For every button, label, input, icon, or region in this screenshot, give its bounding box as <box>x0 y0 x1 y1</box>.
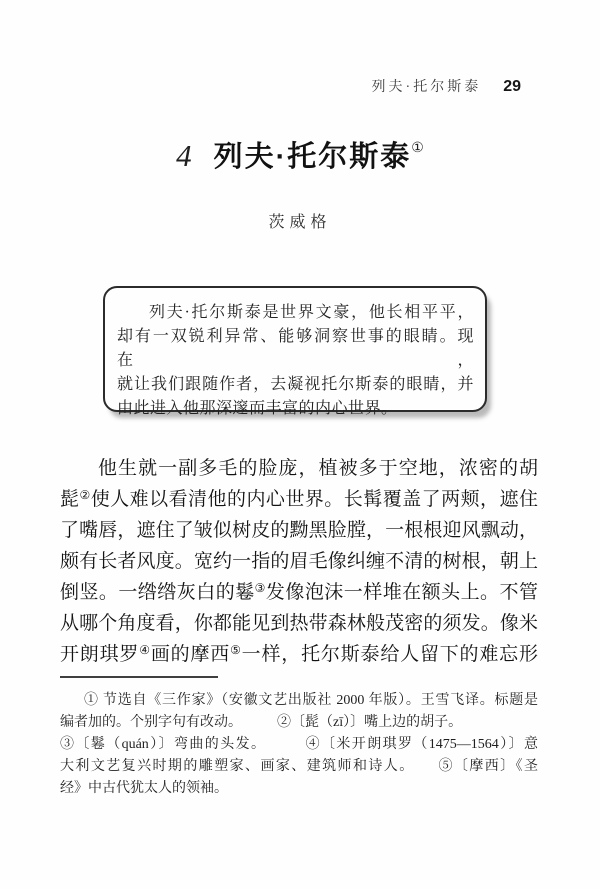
footnote-line: ① 节选自《三作家》（安徽文艺出版社 2000 年版）。王雪飞译。标题是 <box>84 693 538 708</box>
title-footnote-ref: ① <box>411 141 424 156</box>
lesson-title-text: 列夫·托尔斯泰 <box>213 141 412 173</box>
lesson-number: 4 <box>176 138 192 173</box>
intro-line: 就让我们跟随作者，去凝视托尔斯泰的眼睛，并 <box>117 376 474 393</box>
author-name: 茨威格 <box>268 214 332 231</box>
running-title: 列夫·托尔斯泰 <box>371 80 482 95</box>
intro-line: 列夫·托尔斯泰是世界文豪，他长相平平， <box>149 304 474 321</box>
body-line: 他生就一副多毛的脸庞，植被多于空地，浓密的胡 <box>98 458 538 479</box>
body-line: 倒竖。一绺绺灰白的鬈③发像泡沫一样堆在额头上。不管 <box>60 581 538 603</box>
intro-line: 由此进入他那深邃而丰富的内心世界。 <box>117 400 398 417</box>
body-line: 开朗琪罗④画的摩西⑤一样，托尔斯泰给人留下的难忘形 <box>60 643 538 665</box>
body-paragraph <box>60 453 538 670</box>
body-line: 颇有长者风度。宽约一指的眉毛像纠缠不清的树根，朝上 <box>60 551 538 572</box>
intro-box <box>103 286 487 417</box>
running-header <box>372 76 521 96</box>
body-line: 了嘴唇，遮住了皱似树皮的黝黑脸膛，一根根迎风飘动， <box>60 520 538 541</box>
footnote-divider <box>60 676 218 678</box>
lesson-title <box>0 134 600 175</box>
footnotes <box>60 690 538 800</box>
intro-line: 却有一双锐利异常、能够洞察世事的眼睛。现在， <box>117 328 474 369</box>
footnote-line: ③〔鬈（quán）〕弯曲的头发。 ④〔米开朗琪罗（1475—1564）〕意 <box>60 737 538 752</box>
footnote-line: 经》中古代犹太人的领袖。 <box>60 781 228 796</box>
body-line: 从哪个角度看，你都能见到热带森林般茂密的须发。像米 <box>60 613 538 634</box>
footnote-line: 编者加的。个别字句有改动。 ②〔髭（zī）〕嘴上边的胡子。 <box>60 715 463 730</box>
page-number: 29 <box>503 78 521 95</box>
footnote-line: 大利文艺复兴时期的雕塑家、画家、建筑师和诗人。 ⑤〔摩西〕《圣 <box>60 759 538 774</box>
body-line: 髭②使人难以看清他的内心世界。长髯覆盖了两颊，遮住 <box>60 488 538 510</box>
